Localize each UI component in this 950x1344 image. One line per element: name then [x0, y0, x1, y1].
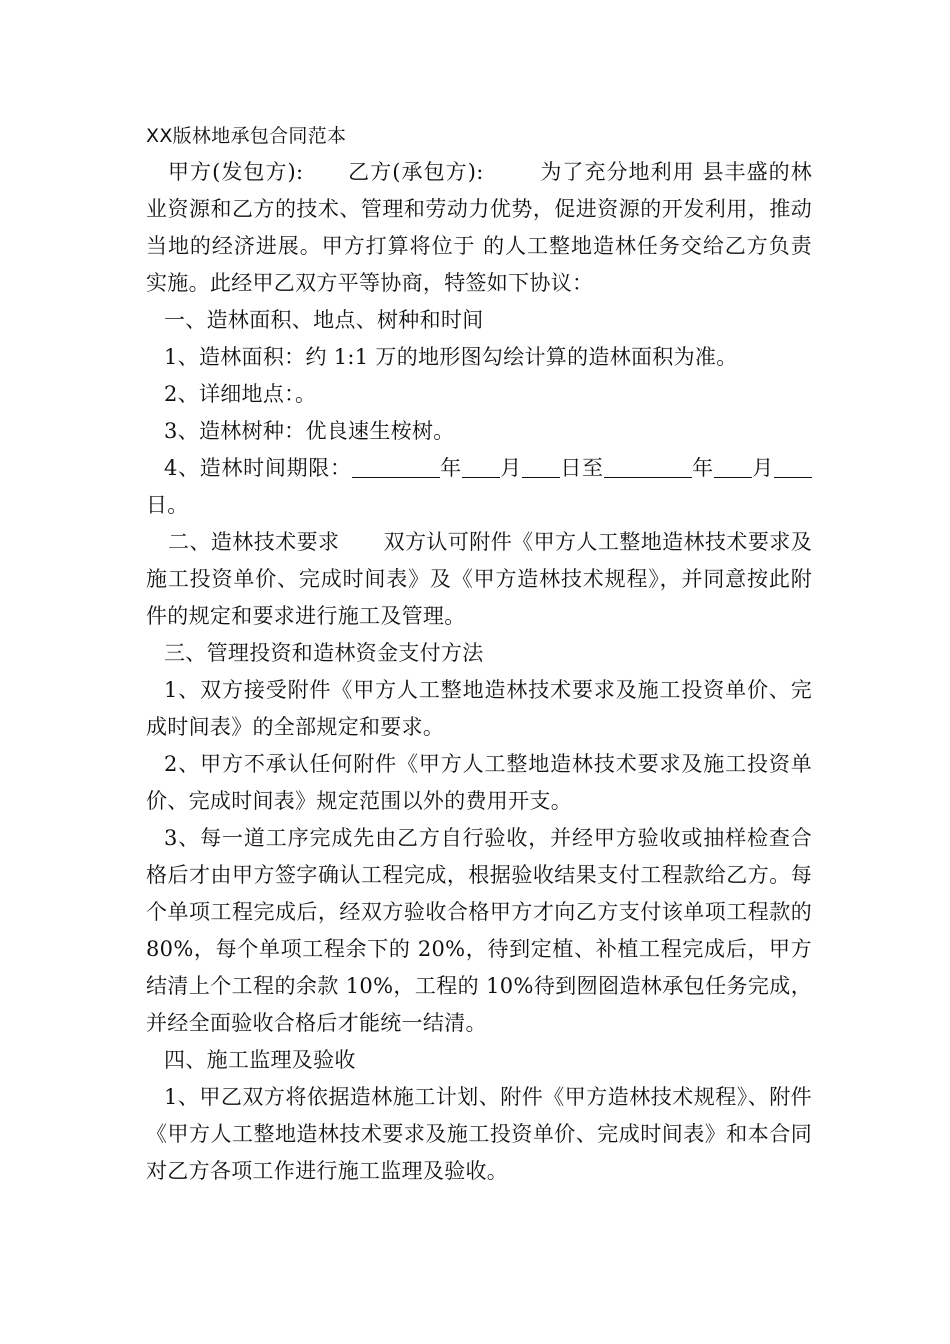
section1-item2: 2、详细地点：。: [164, 382, 317, 406]
section3-item1: 1、双方接受附件《甲方人工整地造林技术要求及施工投资单价、完成时间表》的全部规定和要求。: [146, 678, 812, 739]
section1-item4: [146, 450, 812, 524]
section4-item1: 1、甲乙双方将依据造林施工计划、附件《甲方造林技术规程》、附件《甲方人工整地造林技术要求及施工投资单价、完成时间表》和本合同对乙方各项工作进行施工监理及验收。: [146, 1085, 812, 1183]
end-day-blank: [774, 455, 812, 478]
month-label-2: 月: [751, 456, 774, 480]
end-year-blank: [604, 455, 692, 478]
preamble-text: 为了充分地利用 县丰盛的林业资源和乙方的技术、管理和劳动力优势，促进资源的开发利用，推动当地的经济进展。甲方打算将位于 的人工整地造林任务交给乙方负责实施。此经甲乙双方平等协商，特签如下协议：: [146, 160, 812, 295]
year-label-2: 年: [691, 456, 714, 480]
start-day-blank: [522, 455, 560, 478]
section2-paragraph: [146, 524, 812, 635]
section3-heading: 三、管理投资和造林资金支付方法: [164, 641, 484, 665]
day-end-label: 日。: [146, 493, 189, 517]
document-title: XX版林地承包合同范本: [146, 125, 347, 147]
section4-heading: 四、施工监理及验收: [164, 1048, 356, 1072]
party-paragraph: [146, 154, 812, 302]
party-a-label: 甲方(发包方):: [168, 160, 304, 184]
section2-text: 双方认可附件《甲方人工整地造林技术要求及施工投资单价、完成时间表》及《甲方造林技术规程》，并同意按此附件的规定和要求进行施工及管理。: [146, 530, 813, 628]
section3-item2: 2、甲方不承认任何附件《甲方人工整地造林技术要求及施工投资单价、完成时间表》规定范围以外的费用开支。: [146, 752, 812, 813]
month-label: 月: [499, 456, 522, 480]
year-label: 年: [439, 456, 462, 480]
section1-heading: 一、造林面积、地点、树种和时间: [164, 308, 484, 332]
section3-item3: 3、每一道工序完成先由乙方自行验收，并经甲方验收或抽样检查合格后才由甲方签字确认工程完成，根据验收结果支付工程款给乙方。每个单项工程完成后，经双方验收合格甲方才向乙方支付该单项工程款的 80%，每个单项工程余下的 20%，待到定植、补植工程完成后，甲方结清上个工程的余款 10%，工程的 10%待到囫囵造林承包任务完成，并经全面验收合格后才能统一结清。: [146, 826, 812, 1035]
day-to-label: 日至: [559, 456, 604, 480]
item4-prefix: 4、造林时间期限：: [164, 456, 352, 480]
section1-item1: 1、造林面积：约 1:1 万的地形图勾绘计算的造林面积为准。: [164, 345, 738, 369]
section1-item3: 3、造林树种：优良速生桉树。: [164, 419, 455, 443]
end-month-blank: [714, 455, 752, 478]
section2-heading: 二、造林技术要求: [168, 530, 340, 554]
start-month-blank: [462, 455, 500, 478]
document-body: [146, 120, 812, 1190]
party-b-label: 乙方(承包方):: [347, 160, 484, 184]
start-year-blank: [352, 455, 440, 478]
